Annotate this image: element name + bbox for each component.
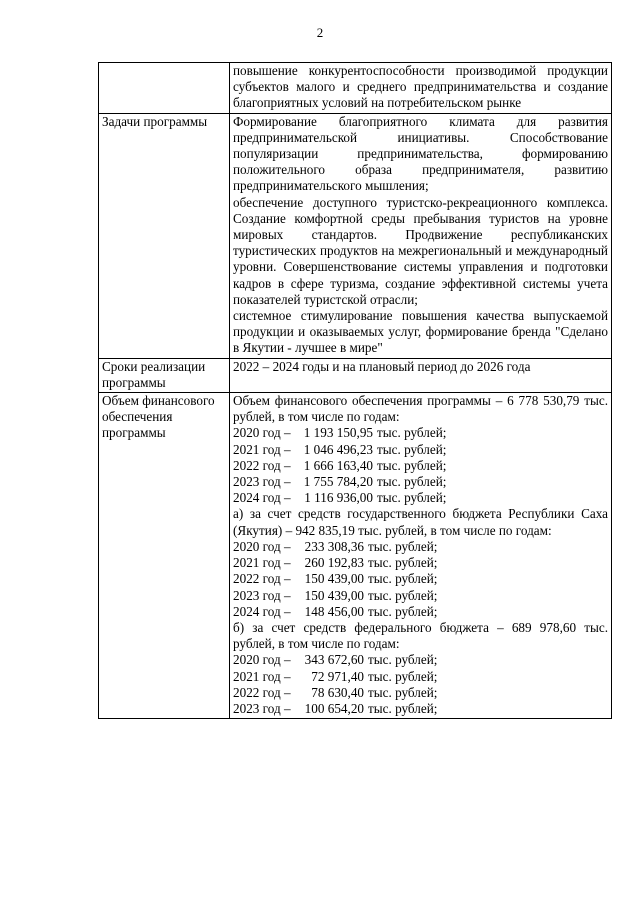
funding-state-intro: а) за счет средств государственного бюджета Республики Саха (Якутия) – 942 835,19 тыс. рублей, в том числе по годам: <box>233 506 608 538</box>
amount-unit: тыс. рублей; <box>377 474 447 490</box>
label-cell-empty <box>99 63 230 114</box>
amount-value: 78 630,40 <box>311 684 364 700</box>
year-label: 2024 год – <box>233 490 291 506</box>
year-label: 2020 год – <box>233 652 291 668</box>
page-number: 2 <box>316 25 324 40</box>
year-label: 2020 год – <box>233 538 291 554</box>
year-label: 2021 год – <box>233 555 291 571</box>
amount-value: 148 456,00 <box>304 603 364 619</box>
amount-unit: тыс. рублей; <box>368 538 438 554</box>
amount-unit: тыс. рублей; <box>368 684 438 700</box>
table-row-funding <box>99 393 612 719</box>
tasks-paragraph: обеспечение доступного туристско-рекреационного комплекса. Создание комфортной среды пребывания туристов на уровне мировых стандартов. Продвижение республиканских туристических продуктов на межрегиональный и международный уровни. Совершенствование системы управления и подготовки кадров в сфере туризма, создание эффективной системы учета показателей туристской отрасли; <box>233 194 608 307</box>
terms-label: Сроки реализации программы <box>99 358 230 392</box>
amount-value: 260 192,83 <box>304 555 364 571</box>
amount-value: 72 971,40 <box>311 668 364 684</box>
year-label: 2020 год – <box>233 425 291 441</box>
list-item <box>233 685 608 701</box>
amount-unit: тыс. рублей; <box>368 587 438 603</box>
year-label: 2021 год – <box>233 441 291 457</box>
year-label: 2024 год – <box>233 603 291 619</box>
tasks-content-cell <box>230 113 612 358</box>
amount-value: 150 439,00 <box>304 571 364 587</box>
amount-value: 150 439,00 <box>304 587 364 603</box>
amount-value: 343 672,60 <box>304 652 364 668</box>
amount-unit: тыс. рублей; <box>368 700 438 716</box>
table-row-terms <box>99 358 612 392</box>
list-item <box>233 571 608 587</box>
list-item <box>233 425 608 441</box>
year-label: 2023 год – <box>233 700 291 716</box>
amount-unit: тыс. рублей; <box>368 571 438 587</box>
list-item <box>233 474 608 490</box>
year-label: 2023 год – <box>233 474 291 490</box>
list-item <box>233 588 608 604</box>
list-item <box>233 539 608 555</box>
funding-state-list <box>233 539 608 620</box>
amount-unit: тыс. рублей; <box>368 668 438 684</box>
list-item <box>233 652 608 668</box>
amount-unit: тыс. рублей; <box>368 652 438 668</box>
amount-unit: тыс. рублей; <box>368 555 438 571</box>
tasks-label: Задачи программы <box>99 113 230 358</box>
amount-value: 100 654,20 <box>304 700 364 716</box>
amount-value: 1 046 496,23 <box>303 441 373 457</box>
amount-value: 1 755 784,20 <box>303 474 373 490</box>
list-item <box>233 442 608 458</box>
tasks-paragraph: Формирование благоприятного климата для развития предпринимательской инициативы. Способствование популяризации предпринимательства, формированию положительного образа предпринимателя, развитию предпринимательского мышления; <box>233 113 608 194</box>
table-row-tasks <box>99 113 612 358</box>
list-item <box>233 490 608 506</box>
funding-content-cell <box>230 393 612 719</box>
tasks-paragraph: системное стимулирование повышения качества выпускаемой продукции и оказываемых услуг, формирование бренда "Сделано в Якутии - лучшее в мире" <box>233 308 608 356</box>
amount-unit: тыс. рублей; <box>368 603 438 619</box>
amount-value: 1 116 936,00 <box>304 490 373 506</box>
amount-value: 1 666 163,40 <box>303 457 373 473</box>
list-item <box>233 555 608 571</box>
amount-value: 233 308,36 <box>304 538 364 554</box>
amount-unit: тыс. рублей; <box>377 425 447 441</box>
year-label: 2022 год – <box>233 571 291 587</box>
terms-content-cell <box>230 358 612 392</box>
goal-continuation-text: повышение конкурентоспособности производимой продукции субъектов малого и среднего предпринимательства и создание благоприятных условий на потребительском рынке <box>233 63 608 111</box>
funding-total-intro: Объем финансового обеспечения программы – 6 778 530,79 тыс. рублей, в том числе по годам: <box>233 393 608 425</box>
amount-value: 1 193 150,95 <box>303 425 373 441</box>
amount-unit: тыс. рублей; <box>377 441 447 457</box>
funding-label: Объем финансового обеспечения программы <box>99 393 230 719</box>
year-label: 2023 год – <box>233 587 291 603</box>
terms-text: 2022 – 2024 годы и на плановый период до 2026 года <box>233 358 531 374</box>
amount-unit: тыс. рублей; <box>377 457 447 473</box>
year-label: 2022 год – <box>233 684 291 700</box>
year-label: 2022 год – <box>233 457 291 473</box>
table-row-goal <box>99 63 612 114</box>
program-passport-table <box>98 62 612 719</box>
goal-continuation-cell <box>230 63 612 114</box>
list-item <box>233 458 608 474</box>
amount-unit: тыс. рублей; <box>377 490 447 506</box>
funding-total-list <box>233 425 608 506</box>
list-item <box>233 701 608 717</box>
funding-federal-list <box>233 652 608 717</box>
year-label: 2021 год – <box>233 668 291 684</box>
funding-federal-intro: б) за счет средств федерального бюджета – 689 978,60 тыс. рублей, в том числе по годам: <box>233 619 608 652</box>
list-item <box>233 669 608 685</box>
list-item <box>233 604 608 620</box>
